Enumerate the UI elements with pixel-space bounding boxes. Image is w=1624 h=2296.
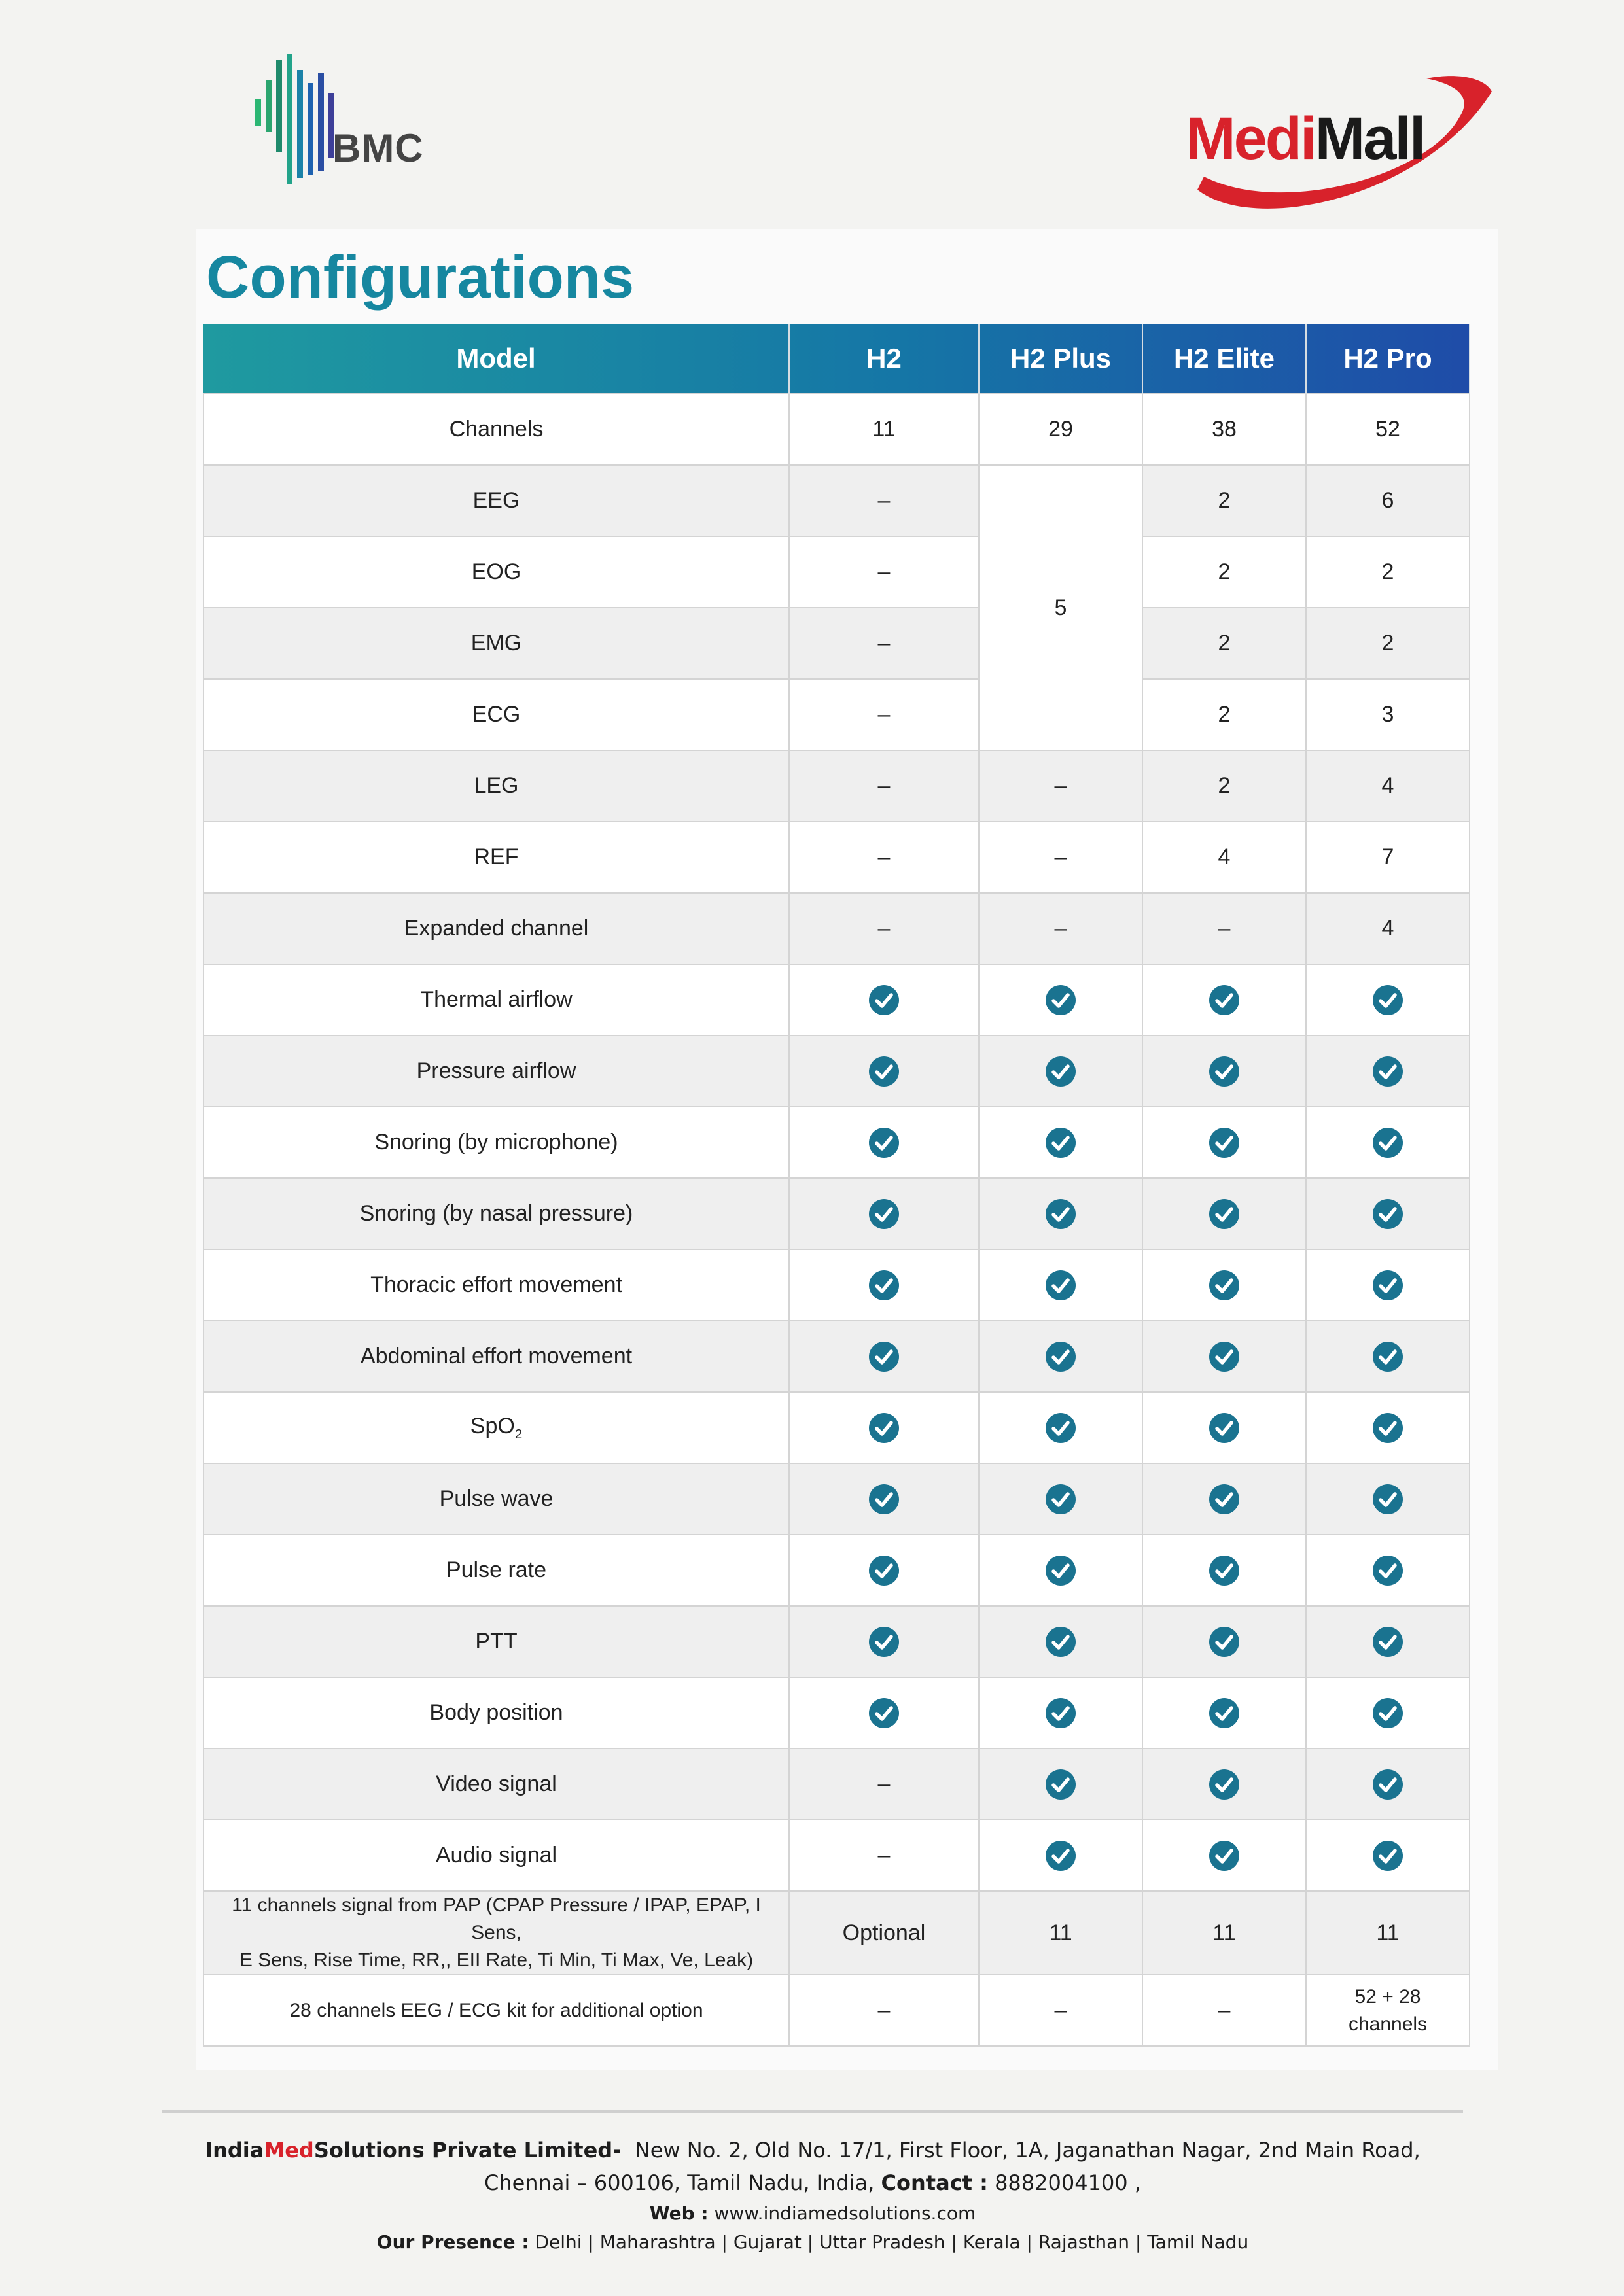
header-h2-elite: H2 Elite [1142,324,1306,394]
check-circle-icon [1209,1056,1240,1087]
table-row [203,1321,1470,1392]
cell-value: – [789,465,979,536]
check-circle-icon [1372,1056,1403,1087]
check-circle-icon [868,1127,900,1158]
table-row [203,1975,1470,2046]
table-row [203,536,1470,608]
web-link[interactable]: www.indiamedsolutions.com [714,2202,976,2224]
row-label [203,1891,789,1975]
table-row [203,1606,1470,1677]
row-label: Pressure airflow [203,1035,789,1107]
check-circle-icon [1209,1484,1240,1515]
row-label: Audio signal [203,1820,789,1891]
cell-value: – [979,822,1142,893]
footer-divider [162,2110,1463,2113]
row-label: EEG [203,465,789,536]
check-circle-icon [1209,1412,1240,1444]
check-circle-icon [1209,1769,1240,1800]
table-row [203,1748,1470,1820]
cell-value: – [789,893,979,964]
cell-value: – [789,1975,979,2046]
check-circle-icon [1372,1412,1403,1444]
row-label: LEG [203,750,789,822]
check-circle-icon [1372,1341,1403,1372]
table-row [203,964,1470,1035]
check-circle-icon [868,1484,900,1515]
check-circle-icon [1372,1198,1403,1230]
row-label: 28 channels EEG / ECG kit for additional option [203,1975,789,2046]
check-circle-icon [1209,1555,1240,1586]
check-circle-icon [868,1697,900,1729]
check-circle-icon [1045,1270,1076,1301]
row-label: Body position [203,1677,789,1748]
bmc-wordmark: BMC [332,126,424,170]
check-circle-icon [868,1341,900,1372]
contact-value: 8882004100 , [995,2170,1141,2195]
check-circle-icon [868,1056,900,1087]
cell-value: 2 [1142,608,1306,679]
configuration-table [203,324,1470,2047]
table-row [203,1107,1470,1178]
table-row [203,465,1470,536]
check-circle-icon [868,1198,900,1230]
cell-value: – [979,750,1142,822]
check-circle-icon [1209,1697,1240,1729]
table-row [203,1820,1470,1891]
row-label: Channels [203,394,789,465]
cell-value: 38 [1142,394,1306,465]
cell-value: – [1142,893,1306,964]
check-circle-icon [1045,984,1076,1016]
pap-label-line1: 11 channels signal from PAP (CPAP Pressure / IPAP, EPAP, I Sens, [232,1894,761,1943]
check-circle-icon [1209,1127,1240,1158]
check-circle-icon [1045,1626,1076,1658]
cell-value: 29 [979,394,1142,465]
table-row [203,750,1470,822]
cell-value: Optional [789,1891,979,1975]
row-label: ECG [203,679,789,750]
row-label: Expanded channel [203,893,789,964]
check-circle-icon [1045,1840,1076,1871]
cell-value: 11 [1142,1891,1306,1975]
header-h2-pro: H2 Pro [1306,324,1470,394]
row-label: Video signal [203,1748,789,1820]
table-row [203,1535,1470,1606]
check-circle-icon [1045,1769,1076,1800]
table-header-row [203,324,1470,394]
header-h2: H2 [789,324,979,394]
cell-value: 4 [1142,822,1306,893]
row-label: Pulse wave [203,1463,789,1535]
check-circle-icon [868,1270,900,1301]
address-line2: Chennai – 600106, Tamil Nadu, India, [484,2170,875,2195]
cell-value: 11 [789,394,979,465]
check-circle-icon [868,984,900,1016]
table-row [203,1891,1470,1975]
cell-value: – [789,608,979,679]
check-circle-icon [1372,1769,1403,1800]
check-circle-icon [868,1412,900,1444]
row-label: Abdominal effort movement [203,1321,789,1392]
cell-value: 2 [1306,608,1470,679]
company-name: IndiaMedSolutions Private Limited- [205,2138,622,2163]
cell-value: 6 [1306,465,1470,536]
row-label: EMG [203,608,789,679]
table-row [203,893,1470,964]
cell-value: 2 [1142,679,1306,750]
cell-value: 52 + 28 channels [1306,1975,1470,2046]
cell-value: 52 [1306,394,1470,465]
row-label: Thermal airflow [203,964,789,1035]
cell-value: 11 [979,1891,1142,1975]
cell-value: – [979,1975,1142,2046]
medimall-mall: Mall [1315,105,1424,172]
check-circle-icon [1045,1198,1076,1230]
presence-list: Delhi | Maharashtra | Gujarat | Uttar Pradesh | Kerala | Rajasthan | Tamil Nadu [535,2231,1249,2253]
header-h2-plus: H2 Plus [979,324,1142,394]
row-label: Snoring (by nasal pressure) [203,1178,789,1249]
cell-value: 4 [1306,893,1470,964]
contact-label: Contact : [881,2170,988,2195]
bmc-logo [255,54,425,184]
header-model: Model [203,324,789,394]
medimall-logo [1178,65,1505,216]
cell-value: – [789,1820,979,1891]
table-row [203,1392,1470,1463]
cell-value: 2 [1142,536,1306,608]
check-circle-icon [1045,1127,1076,1158]
pap-label-line2: E Sens, Rise Time, RR,, EII Rate, Ti Min, Ti Max, Ve, Leak) [239,1949,754,1971]
spo2-subscript: 2 [514,1427,523,1442]
row-label: PTT [203,1606,789,1677]
table-row [203,822,1470,893]
check-circle-icon [1045,1412,1076,1444]
page-title: Configurations [206,244,635,311]
cell-value: 4 [1306,750,1470,822]
cell-value: – [979,893,1142,964]
check-circle-icon [1372,1270,1403,1301]
check-circle-icon [868,1555,900,1586]
bmc-bars-icon [255,54,340,184]
cell-value: – [789,536,979,608]
row-label: Snoring (by microphone) [203,1107,789,1178]
cell-value: 2 [1142,465,1306,536]
table-row [203,608,1470,679]
check-circle-icon [1372,1840,1403,1871]
check-circle-icon [1372,1626,1403,1658]
row-label: Thoracic effort movement [203,1249,789,1321]
check-circle-icon [1372,1484,1403,1515]
cell-value: – [789,750,979,822]
cell-value: – [789,679,979,750]
check-circle-icon [1209,984,1240,1016]
table-row [203,1249,1470,1321]
check-circle-icon [1045,1555,1076,1586]
table-row [203,1035,1470,1107]
check-circle-icon [1045,1484,1076,1515]
row-label: REF [203,822,789,893]
footer [162,2134,1463,2257]
cell-value-merged: 5 [979,465,1142,750]
cell-value: 7 [1306,822,1470,893]
check-circle-icon [1045,1697,1076,1729]
check-circle-icon [1209,1198,1240,1230]
check-circle-icon [1372,984,1403,1016]
check-circle-icon [1209,1341,1240,1372]
web-label: Web : [649,2202,709,2224]
cell-value: – [1142,1975,1306,2046]
check-circle-icon [1372,1555,1403,1586]
presence-label: Our Presence : [376,2231,529,2253]
check-circle-icon [868,1626,900,1658]
check-circle-icon [1209,1270,1240,1301]
table-row [203,1463,1470,1535]
check-circle-icon [1045,1056,1076,1087]
cell-value: 11 [1306,1891,1470,1975]
row-label: EOG [203,536,789,608]
address-line1: New No. 2, Old No. 17/1, First Floor, 1A, Jaganathan Nagar, 2nd Main Road, [634,2138,1421,2163]
table-row [203,1677,1470,1748]
row-label [203,1392,789,1463]
cell-value: – [789,822,979,893]
check-circle-icon [1209,1626,1240,1658]
table-row [203,1178,1470,1249]
cell-value: 3 [1306,679,1470,750]
spo2-label: SpO [470,1413,515,1438]
check-circle-icon [1045,1341,1076,1372]
check-circle-icon [1372,1697,1403,1729]
cell-value: 2 [1306,536,1470,608]
check-circle-icon [1209,1840,1240,1871]
medimall-medi: Medi [1186,105,1315,172]
cell-value: – [789,1748,979,1820]
table-row [203,679,1470,750]
table-row [203,394,1470,465]
check-circle-icon [1372,1127,1403,1158]
row-label: Pulse rate [203,1535,789,1606]
cell-value: 2 [1142,750,1306,822]
